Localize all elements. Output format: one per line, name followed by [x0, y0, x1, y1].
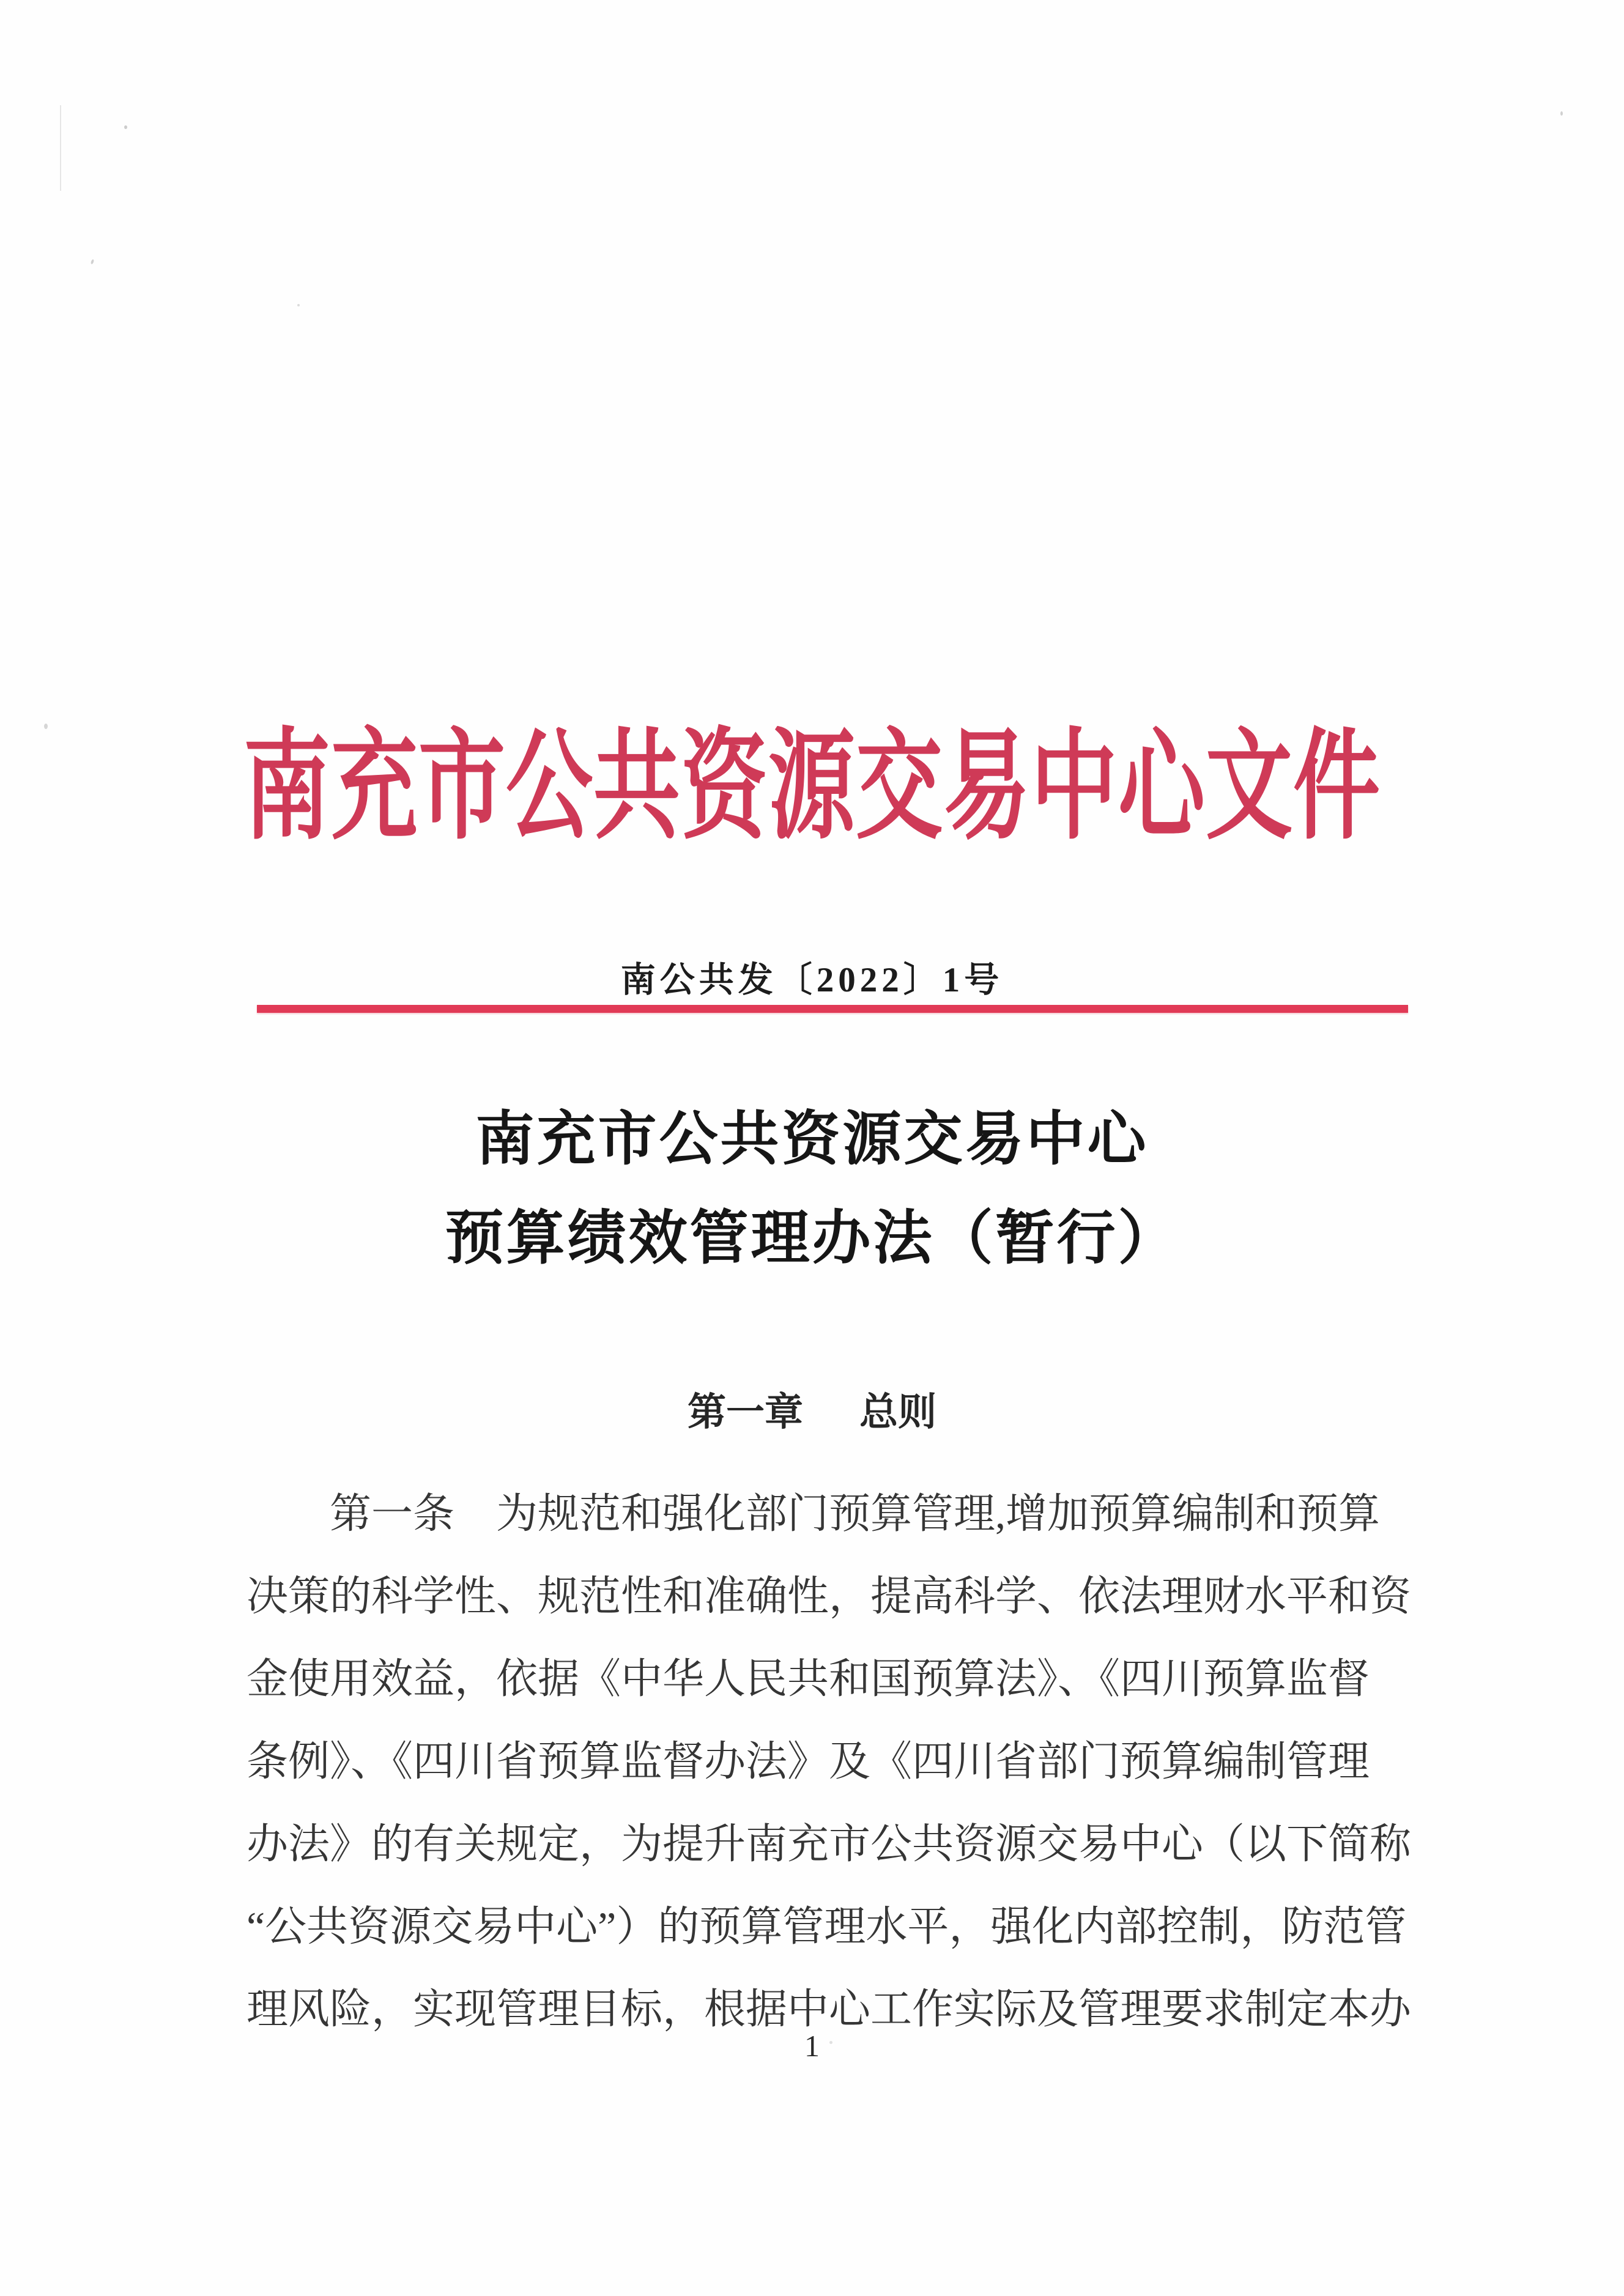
scan-artifact — [91, 259, 94, 265]
chapter-title: 总则 — [859, 1391, 936, 1434]
body-line: 条例》、《四川省预算监督办法》及《四川省部门预算编制管理 — [247, 1738, 1370, 1785]
document-title-line1: 南充市公共资源交易中心 — [475, 1106, 1149, 1172]
body-paragraph — [247, 1473, 1415, 2051]
scan-artifact — [60, 105, 61, 191]
chapter-heading — [0, 1381, 1624, 1437]
body-line: 理风险，实现管理目标，根据中心工作实际及管理要求制定本办 — [247, 1986, 1412, 2032]
document-title — [0, 1090, 1624, 1288]
red-divider-rule — [257, 1005, 1408, 1013]
masthead-title: 南充市公共资源交易中心文件 — [243, 720, 1381, 854]
page-number: 1 — [804, 2029, 820, 2063]
document-number: 南公共发〔2022〕1号 — [620, 961, 1004, 999]
body-line: 第一条 为规范和强化部门预算管理,增加预算编制和预算 — [330, 1491, 1381, 1537]
chapter-number: 第一章 — [688, 1391, 803, 1434]
document-title-line2: 预算绩效管理办法（暂行） — [445, 1205, 1179, 1271]
scan-artifact — [1560, 111, 1563, 116]
body-line: 决策的科学性、规范性和准确性，提高科学、依法理财水平和资 — [247, 1573, 1412, 1620]
scan-artifact — [124, 125, 127, 129]
scan-artifact — [297, 304, 300, 306]
body-line: 办法》的有关规定，为提升南充市公共资源交易中心（以下简称 — [247, 1821, 1412, 1867]
body-line: “公共资源交易中心”）的预算管理水平，强化内部控制，防范管 — [247, 1903, 1407, 1950]
body-line: 金使用效益，依据《中华人民共和国预算法》、《四川预算监督 — [247, 1656, 1370, 1702]
